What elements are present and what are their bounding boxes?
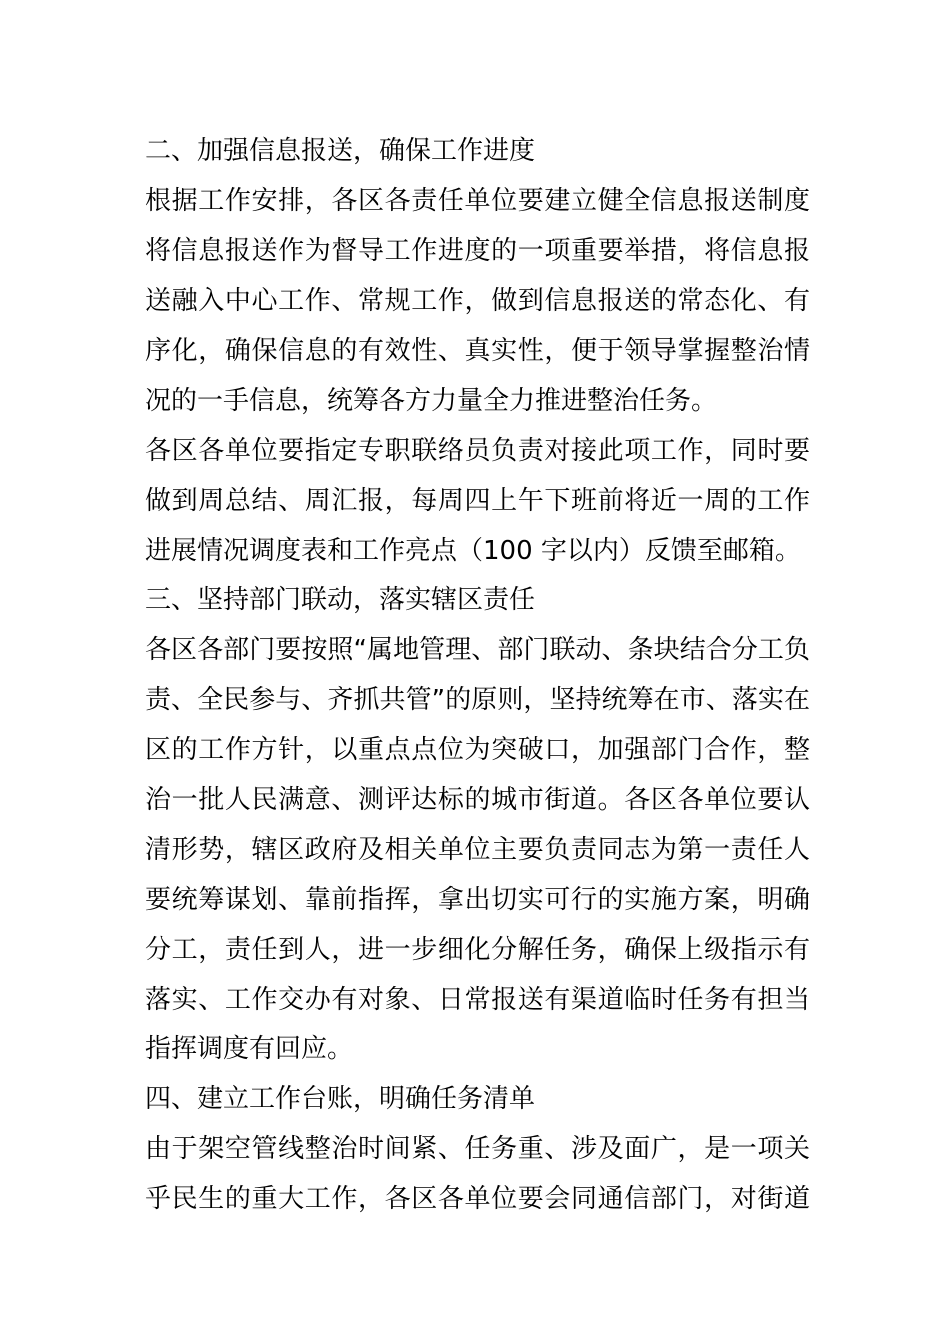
paragraph-line: 序化，确保信息的有效性、真实性，便于领导掌握整治情 xyxy=(145,336,810,366)
paragraph-line: 做到周总结、周汇报，每周四上午下班前将近一周的工作 xyxy=(145,486,810,516)
paragraph-line: 进展情况调度表和工作亮点（100 字以内）反馈至邮箱。 xyxy=(145,536,801,566)
section-heading-3: 三、坚持部门联动，落实辖区责任 xyxy=(145,585,536,615)
paragraph-line: 况的一手信息，统筹各方力量全力推进整治任务。 xyxy=(145,386,718,416)
paragraph-line: 治一批人民满意、测评达标的城市街道。各区各单位要认 xyxy=(145,785,810,815)
paragraph-line: 乎民生的重大工作，各区各单位要会同通信部门，对街道 xyxy=(145,1184,810,1214)
paragraph-line: 落实、工作交办有对象、日常报送有渠道临时任务有担当 xyxy=(145,985,810,1015)
section-heading-2: 二、加强信息报送，确保工作进度 xyxy=(145,136,536,166)
paragraph-line: 清形势，辖区政府及相关单位主要负责同志为第一责任人 xyxy=(145,835,810,865)
paragraph-line: 各区各单位要指定专职联络员负责对接此项工作，同时要 xyxy=(145,436,810,466)
paragraph-line: 根据工作安排，各区各责任单位要建立健全信息报送制度 xyxy=(145,186,810,216)
paragraph-line: 责、全民参与、齐抓共管”的原则，坚持统筹在市、落实在 xyxy=(145,685,810,715)
paragraph-line: 将信息报送作为督导工作进度的一项重要举措，将信息报 xyxy=(145,236,810,266)
paragraph-line: 要统筹谋划、靠前指挥，拿出切实可行的实施方案，明确 xyxy=(145,885,810,915)
paragraph-line: 送融入中心工作、常规工作，做到信息报送的常态化、有 xyxy=(145,286,810,316)
paragraph-line: 由于架空管线整治时间紧、任务重、涉及面广，是一项关 xyxy=(145,1134,810,1164)
paragraph-line: 指挥调度有回应。 xyxy=(145,1034,354,1064)
section-heading-4: 四、建立工作台账，明确任务清单 xyxy=(145,1084,536,1114)
paragraph-line: 各区各部门要按照“属地管理、部门联动、条块结合分工负 xyxy=(145,635,810,665)
paragraph-line: 区的工作方针，以重点点位为突破口，加强部门合作，整 xyxy=(145,735,810,765)
paragraph-line: 分工，责任到人，进一步细化分解任务，确保上级指示有 xyxy=(145,935,810,965)
